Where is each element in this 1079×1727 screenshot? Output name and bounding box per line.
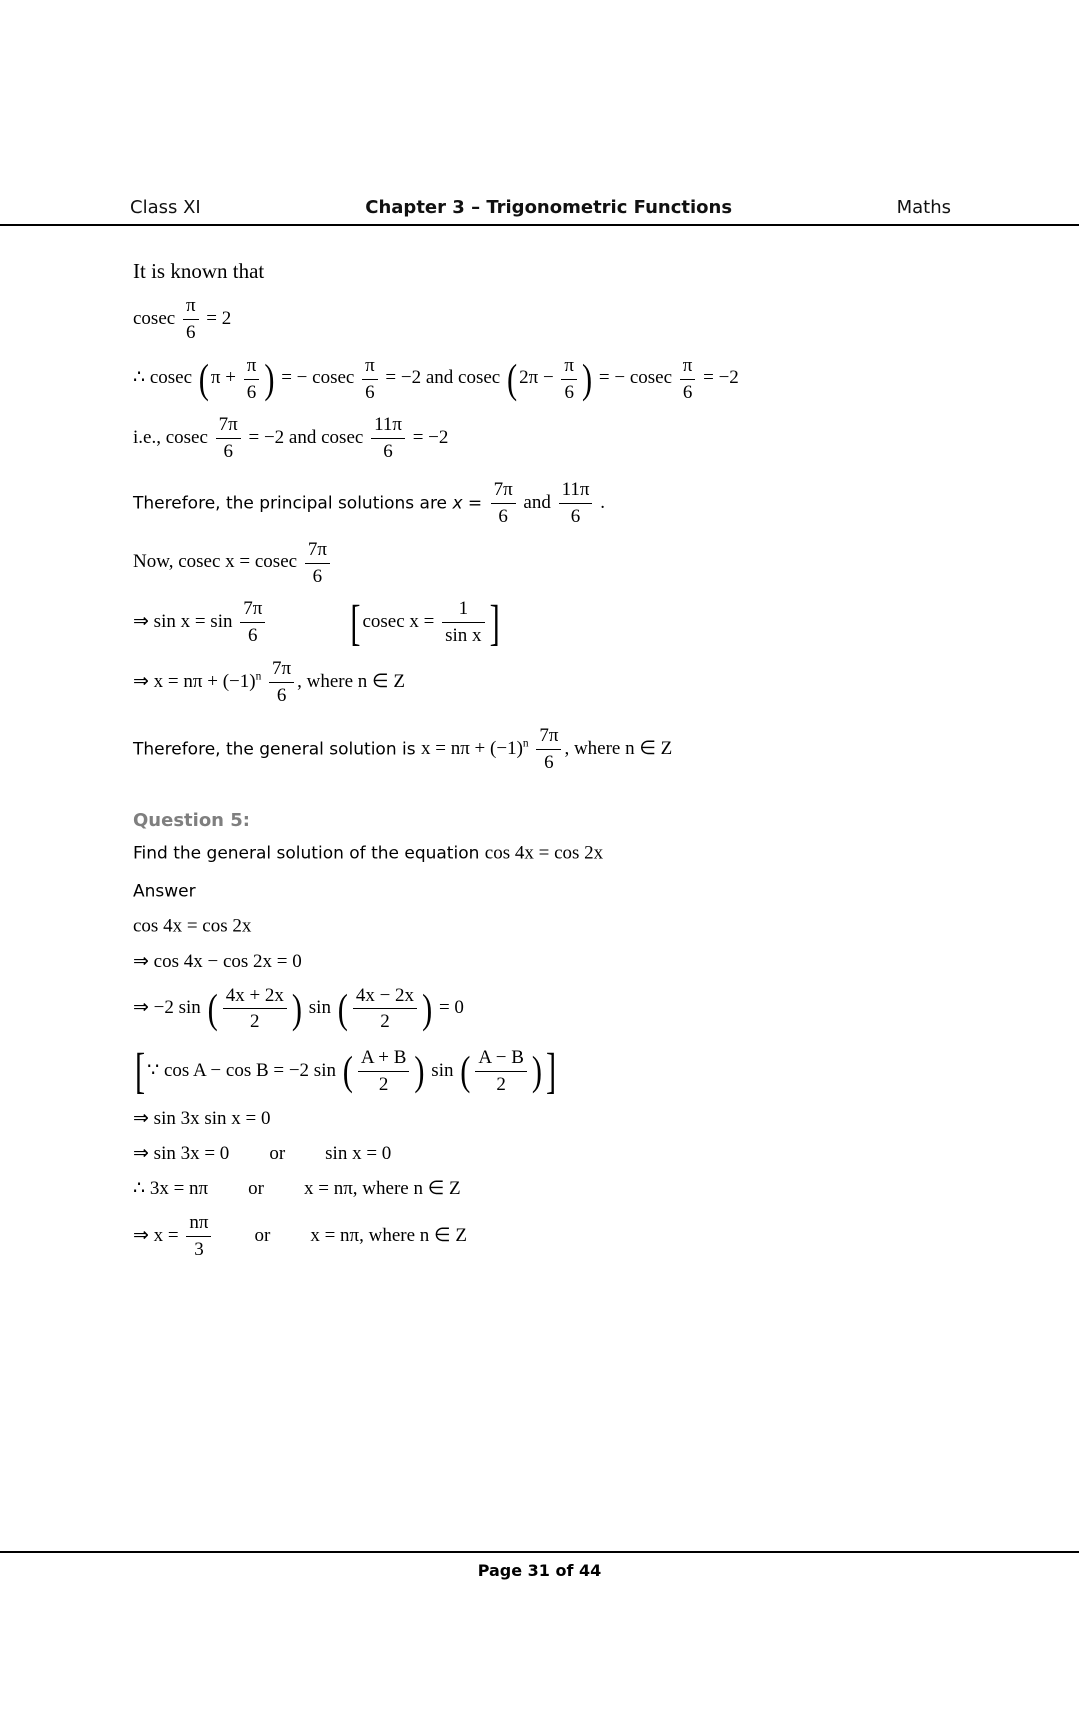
- text-segment: ∴ 3x = nπ or x = nπ, where n ∈ Z: [133, 1178, 461, 1200]
- fraction: $\frac{7\pi}{6}$: [305, 539, 330, 588]
- big-paren-right: ): [264, 355, 275, 402]
- text-segment: ⇒ x = $\frac{n\pi}{3}$ or x = nπ, where n ∈ Z: [133, 1211, 467, 1260]
- big-paren-left: (: [460, 1048, 471, 1095]
- text-segment: ⇒ sin x = sin $\frac{7\pi}{6}$ [ cosec x = $\frac{1}{\text{sin x}}$ ]: [133, 594, 500, 651]
- text-segment: Now, cosec x = cosec $\frac{7\pi}{6}$: [133, 551, 333, 572]
- fraction: $\frac{n\pi}{3}$: [186, 1212, 211, 1261]
- line-eq3: [133, 985, 969, 1034]
- text-segment: $\frac{7\pi}{6}$ and $\frac{11\pi}{6}$ .: [488, 492, 605, 513]
- line-question-prompt: [133, 842, 969, 866]
- big-bracket-left: [: [350, 594, 361, 651]
- fraction: $\frac{7\pi}{6}$: [269, 658, 294, 707]
- text-segment: Answer: [133, 881, 196, 902]
- big-bracket-left: [: [135, 1043, 146, 1100]
- line-identity: [133, 1043, 969, 1100]
- text-segment: cos 4x = cos 2x: [484, 842, 604, 864]
- question-5-body: [133, 842, 969, 1261]
- big-paren-right: ): [422, 985, 433, 1032]
- big-bracket-right: ]: [489, 594, 500, 651]
- fraction: $\frac{7\pi}{6}$: [216, 414, 241, 463]
- big-paren-left: (: [198, 355, 209, 402]
- big-paren-right: ): [291, 985, 303, 1032]
- line-general-solution: [133, 725, 969, 774]
- fraction: $\frac{\pi}{6}$: [561, 355, 577, 404]
- text-segment: ⇒ cos 4x − cos 2x = 0: [133, 950, 302, 972]
- text-segment: Therefore, the principal solutions are x =: [133, 493, 488, 514]
- fraction: $\frac{1}{\text{sin x}}$: [442, 598, 484, 647]
- text-segment: ⇒ −2 sin ( $\frac{4x + 2x}{2}$ ) sin ( $\frac{4x - 2x}{2}$ ) = 0: [133, 984, 464, 1033]
- fraction: $\frac{7\pi}{6}$: [536, 725, 561, 774]
- header-subject-label: Maths: [896, 197, 951, 218]
- line-therefore-cosec: [133, 355, 969, 404]
- line-eq7: [133, 1212, 969, 1261]
- line-eq2: [133, 950, 969, 974]
- line-principal-solutions: [133, 479, 969, 528]
- line-sinx: [133, 594, 969, 651]
- header-class-label: Class XI: [130, 197, 201, 218]
- big-paren-left: (: [207, 985, 218, 1032]
- text-segment: ∴ cosec ( π + $\frac{\pi}{6}$ ) = − cosec $\frac{\pi}{6}$ = −2 and cosec ( 2π − $\frac{\pi}{6}$ ) = − cosec $\frac{\pi}{6}$ = −2: [133, 354, 739, 403]
- text-segment: [ ∵ cos A − cos B = −2 sin ( $\frac{A + B}{2}$ ) sin ( $\frac{A - B}{2}$ ) ]: [135, 1043, 557, 1100]
- big-paren-right: ): [582, 355, 593, 402]
- text-segment: i.e., cosec $\frac{7\pi}{6}$ = −2 and cosec $\frac{11\pi}{6}$ = −2: [133, 414, 449, 463]
- line-general-x: [133, 658, 969, 707]
- continued-solution: [133, 259, 969, 774]
- big-paren-left: (: [342, 1048, 353, 1095]
- fraction: $\frac{7\pi}{6}$: [491, 479, 516, 528]
- text-segment: $x = n\pi + (-1)^n$ $\frac{7\pi}{6}$ , where n ∈ Z: [421, 724, 673, 773]
- text-segment: Therefore, the general solution is: [133, 739, 421, 760]
- fraction: $\frac{\pi}{6}$: [362, 355, 378, 404]
- big-paren-left: (: [337, 985, 348, 1032]
- text-segment: cosec $\frac{\pi}{6}$ = 2: [133, 295, 232, 343]
- fraction: $\frac{\pi}{6}$: [244, 355, 260, 404]
- fraction: $\frac{11\pi}{6}$: [371, 414, 405, 463]
- text-segment: cos 4x = cos 2x: [133, 915, 252, 937]
- line-answer-label: [133, 880, 969, 904]
- text-segment: ⇒ sin 3x sin x = 0: [133, 1108, 271, 1130]
- line-now-cosec: [133, 539, 969, 588]
- text-segment: It is known that: [133, 259, 265, 283]
- text-segment: Find the general solution of the equation: [133, 843, 485, 864]
- line-it-is-known: [133, 259, 969, 284]
- fraction: $\frac{\pi}{6}$: [680, 355, 696, 404]
- line-eq1: [133, 915, 969, 939]
- fraction: $\frac{11\pi}{6}$: [559, 479, 593, 528]
- line-cosec-pi6: [133, 295, 969, 344]
- fraction: $\frac{A - B}{2}$: [475, 1047, 527, 1096]
- fraction: $\frac{7\pi}{6}$: [240, 598, 265, 647]
- header-chapter-title: Chapter 3 – Trigonometric Functions: [365, 197, 733, 218]
- text-segment: ⇒ sin 3x = 0 or sin x = 0: [133, 1143, 392, 1165]
- page-number: Page 31 of 44: [477, 1561, 602, 1580]
- page-header: [130, 197, 951, 218]
- fraction: $\frac{4x + 2x}{2}$: [223, 985, 287, 1034]
- text-segment: ⇒ $x = n\pi + (-1)^n$ $\frac{7\pi}{6}$ , where n ∈ Z: [133, 658, 405, 706]
- line-eq6: [133, 1177, 969, 1201]
- page-footer: [0, 1551, 1079, 1580]
- footer-rule: [0, 1551, 1079, 1553]
- fraction: $\frac{A + B}{2}$: [358, 1047, 410, 1096]
- big-paren-left: (: [506, 355, 518, 402]
- big-paren-right: ): [414, 1048, 425, 1095]
- line-ie-cosec: [133, 414, 969, 463]
- fraction: $\frac{4x - 2x}{2}$: [353, 985, 417, 1034]
- line-eq4: [133, 1107, 969, 1131]
- line-eq5: [133, 1142, 969, 1166]
- big-bracket-right: ]: [546, 1043, 557, 1100]
- question-5-heading: Question 5:: [133, 809, 250, 831]
- page-content: [0, 226, 1079, 1261]
- big-paren-right: ): [531, 1048, 543, 1095]
- fraction: $\frac{\pi}{6}$: [183, 295, 199, 344]
